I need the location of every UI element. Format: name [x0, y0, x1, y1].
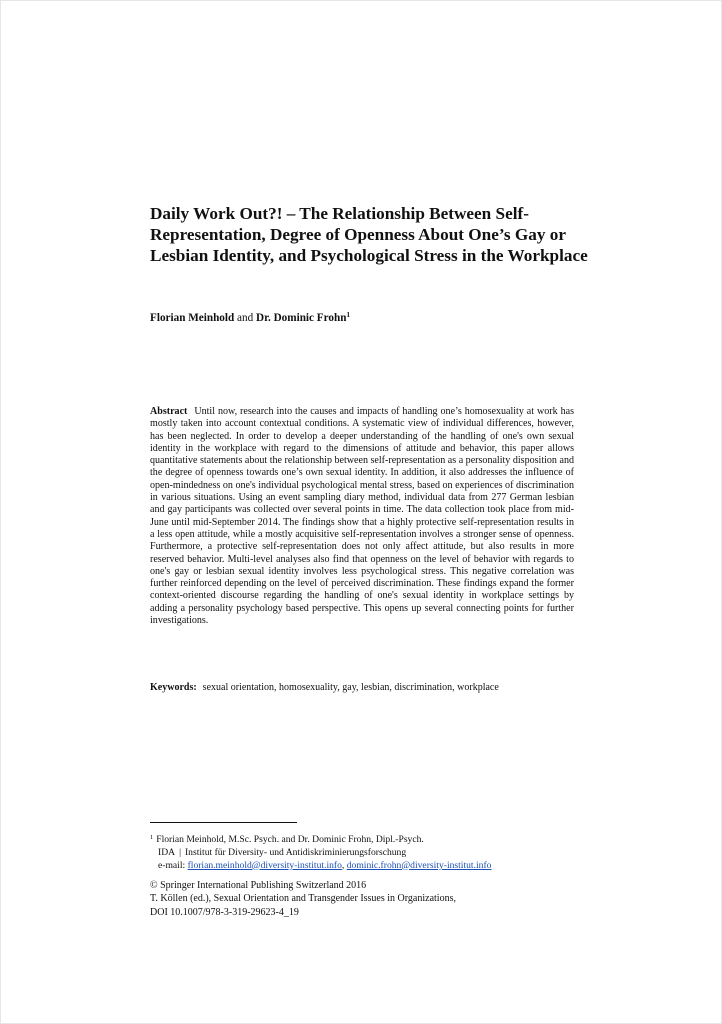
keywords-label: Keywords: [150, 682, 197, 693]
author-name: Florian Meinhold [150, 312, 235, 324]
footnote-mark: 1 [150, 834, 154, 841]
email-link[interactable]: dominic.frohn@diversity-institut.info [346, 859, 492, 871]
institute-abbreviation: IDA [158, 846, 176, 858]
author-connector: and [237, 312, 254, 324]
paper-title: Daily Work Out?! – The Relationship Between Self-Representation, Degree of Openness About One’s Gay or Lesbian Identity, and Psychological Stress in the Workplace [150, 204, 588, 265]
footnote [150, 832, 580, 872]
book-citation: T. Köllen (ed.), Sexual Orientation and Transgender Issues in Organizations, [150, 893, 456, 905]
email-link[interactable]: florian.meinhold@diversity-institut.info [187, 859, 342, 871]
abstract-label: Abstract [150, 406, 188, 417]
footnote-authors: Florian Meinhold, M.Sc. Psych. and Dr. Dominic Frohn, Dipl.-Psych. [156, 834, 424, 845]
keywords [150, 682, 499, 694]
copyright-line: © Springer International Publishing Switzerland 2016 [150, 880, 367, 891]
keywords-text: sexual orientation, homosexuality, gay, lesbian, discrimination, workplace [202, 682, 499, 693]
separator-bar: | [179, 846, 181, 858]
doi-line: DOI 10.1007/978-3-319-29623-4_19 [150, 906, 299, 918]
author-name: Dr. Dominic Frohn [255, 312, 347, 324]
abstract [150, 406, 574, 627]
footnote-divider [150, 822, 297, 823]
abstract-text: Until now, research into the causes and impacts of handling one’s homosexuality at work has mostly taken into account contextual conditions. A systematic view of individual differences, however, has been neglected. In order to develop a deeper understanding of the handling of one's own sexual identity in the workplace with regard to the dimensions of attitude and behavior, this paper allows quantitative statements about the relationship between self-representation as a personality disposition and the degree of openness towards one’s own sexual identity. In addition, it also addresses the influence of open-mindedness on one's individual psychological mental stress, based on experiences of discrimination in various situations. Using an event sampling diary method, individual data from 277 German lesbian and gay participants was collected over several points in time. The data collection took place from mid-June until mid-September 2014. The findings show that a highly protective self-representation results in a less open attitude, while a mostly acquisitive self-representation involves a stronger sense of openness. Furthermore, a protective self-representation does not only affect attitude, but also results in more reserved behavior. Multi-level analyses also find that openness on the level of behavior with regards to one's gay or lesbian sexual identity involves less psychological stress. This negative correlation was further reinforced depending on the level of perceived discrimination. These findings expand the former context-oriented discourse regarding the handling of one's sexual identity in workplace settings by adding a personality psychology based perspective. This opens up several connecting points for further investigations. [150, 406, 574, 627]
footnote-marker[interactable]: 1 [346, 311, 350, 319]
imprint [150, 879, 590, 919]
email-separator: , [341, 859, 345, 871]
author-line [150, 308, 350, 325]
email-label: e-mail: [158, 859, 186, 871]
institute-name: Institut für Diversity- und Antidiskriminierungsforschung [184, 846, 407, 858]
